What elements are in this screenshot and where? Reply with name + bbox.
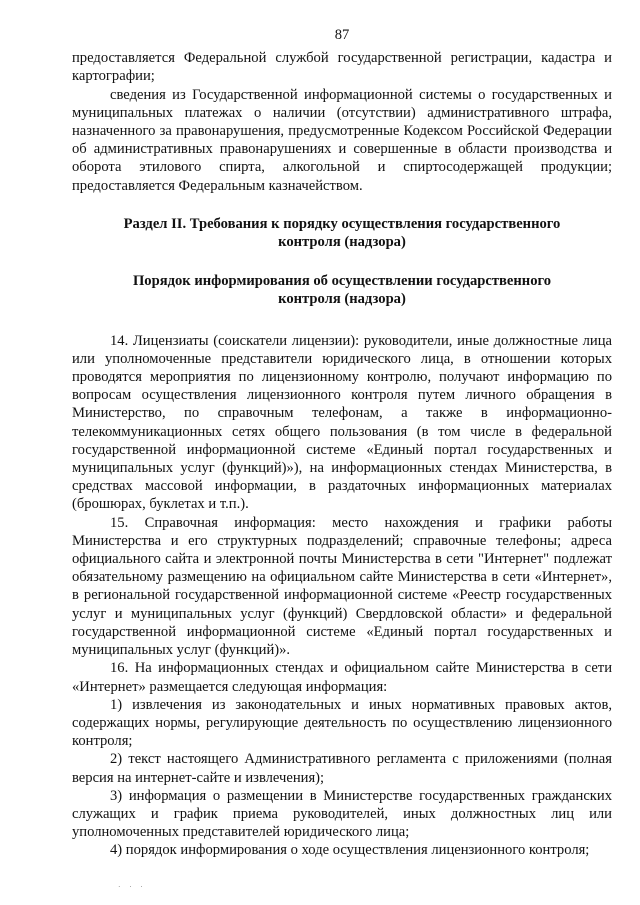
scan-artifact: . . .	[118, 880, 146, 889]
list-item-4: 4) порядок информирования о ходе осуществления лицензионного контроля;	[110, 842, 590, 859]
document-page	[72, 26, 612, 860]
page-number: 87	[334, 27, 350, 43]
paragraph-14: 14. Лицензиаты (соискатели лицензии): руководители, иные должностные лица или уполномоченные представители юридического лица, в отношении которых проводятся мероприятия по лицензионному контролю, получают информацию по вопросам осуществления лицензионного контроля путем личного обращения в Министерство, по справочным телефонам, а также в информационно-телекоммуникационных сетях общего пользования (в том числе в федеральной государственной информационной системе «Единый портал государственных и муниципальных услуг (функций)»), на информационных стендах Министерства, в средствах массовой информации, в раздаточных информационных материалах (брошюрах, буклетах и т.п.).	[72, 332, 612, 513]
list-item-1: 1) извлечения из законодательных и иных нормативных правовых актов, содержащих нормы, регулирующие деятельность по осуществлению лицензионного контроля;	[72, 696, 612, 750]
paragraph-15: 15. Справочная информация: место нахождения и графики работы Министерства и его структурных подразделений; справочные телефоны; адреса официального сайта и электронной почты Министерства в сети "Интернет" подлежат обязательному размещению на официальном сайте Министерства в сети «Интернет», в региональной государственной информационной системе «Реестр государственных услуг и муниципальных услуг (функций) Свердловской области» и федеральной государственной информационной системе «Единый портал государственных и муниципальных услуг (функций)».	[72, 514, 612, 659]
section-title: Раздел II. Требования к порядку осуществления государственного контроля (надзора)	[123, 215, 561, 251]
paragraph-top-1: предоставляется Федеральной службой государственной регистрации, кадастра и картографии;	[72, 50, 612, 85]
subsection-title: Порядок информирования об осуществлении государственного контроля (надзора)	[132, 273, 552, 308]
paragraph-16: 16. На информационных стендах и официальном сайте Министерства в сети «Интернет» размещается следующая информация:	[72, 660, 612, 695]
paragraph-top-2: сведения из Государственной информационной системы о государственных и муниципальных платежах о наличии (отсутствии) административного штрафа, назначенного за правонарушения, предусмотренные Кодексом Российской Федерации об административных правонарушениях и совершенные в области производства и оборота этилового спирта, алкогольной и спиртосодержащей продукции; предоставляется Федеральным казначейством.	[72, 86, 612, 194]
list-item-2: 2) текст настоящего Административного регламента с приложениями (полная версия на интернет-сайте и извлечения);	[72, 751, 612, 786]
list-item-3: 3) информация о размещении в Министерстве государственных гражданских служащих и график приема руководителей, иных должностных лиц или уполномоченных представителей юридического лица;	[72, 787, 612, 841]
